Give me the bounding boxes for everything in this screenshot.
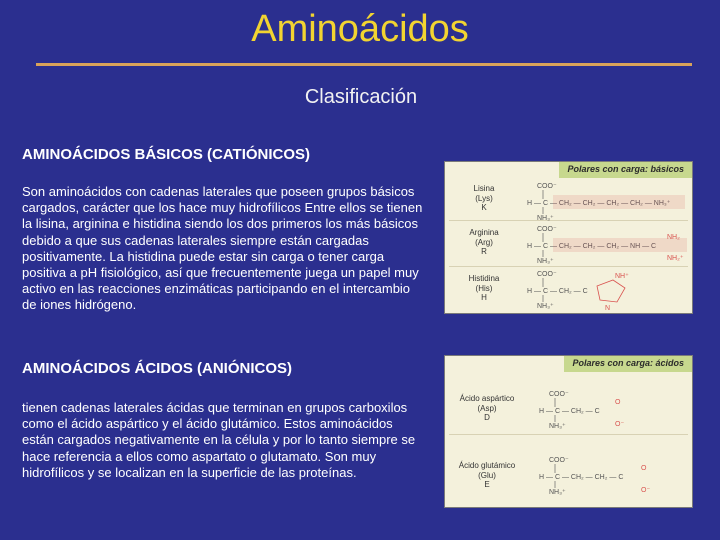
slide-title: Aminoácidos: [251, 8, 469, 50]
title-divider: [36, 63, 692, 66]
lysine-name: Lisina: [473, 184, 495, 193]
slide-subtitle: [0, 86, 720, 109]
svg-text:O: O: [641, 465, 647, 472]
svg-text:NH₃⁺: NH₃⁺: [537, 215, 554, 222]
svg-text:NH₃⁺: NH₃⁺: [549, 489, 566, 496]
svg-text:H — C — CH₂ — CH₂ — CH₂ — NH —: H — C — CH₂ — CH₂ — CH₂ — NH — C: [527, 243, 657, 250]
aspartic-acid-abbr1: D: [484, 413, 490, 422]
svg-text:NH⁺: NH⁺: [615, 273, 629, 280]
basic-figure-header: Polares con carga: básicos: [559, 162, 692, 178]
svg-text:H — C — CH₂ — C: H — C — CH₂ — C: [539, 408, 600, 415]
lysine-structure: [527, 183, 685, 222]
basic-heading: AMINOÁCIDOS BÁSICOS (CATIÓNICOS): [22, 146, 311, 163]
svg-text:N: N: [605, 305, 611, 312]
glutamic-acid-abbr3: (Glu): [478, 470, 496, 480]
svg-text:COO⁻: COO⁻: [537, 183, 557, 190]
svg-text:NH₃⁺: NH₃⁺: [537, 258, 554, 265]
subtitle-text: Clasificación: [304, 86, 418, 108]
svg-text:H — C — CH₂ — CH₂ — C: H — C — CH₂ — CH₂ — C: [539, 474, 624, 481]
svg-text:COO⁻: COO⁻: [537, 271, 557, 278]
svg-text:NH₂⁺: NH₂⁺: [667, 255, 684, 262]
lysine-abbr1: K: [481, 203, 487, 212]
svg-text:COO⁻: COO⁻: [537, 226, 557, 233]
svg-text:H — C — CH₂ — C: H — C — CH₂ — C: [527, 288, 588, 295]
glutamic-acid-structure: [539, 457, 650, 496]
svg-text:NH₃⁺: NH₃⁺: [537, 303, 554, 310]
histidine-abbr1: H: [481, 293, 487, 302]
aspartic-acid-structure: [539, 391, 624, 430]
acidic-structures: [445, 356, 694, 509]
lysine-abbr3: (Lys): [475, 193, 493, 203]
arginine-abbr3: (Arg): [475, 237, 493, 247]
acidic-paragraph: tienen cadenas laterales ácidas que terminan en grupos carboxilos como el ácido aspártico y el ácido glutámico. Estos aminoácidos están cargados negativamente en la célula y por lo tanto siempre se hace referencia a ellos como aspartato o glutamato. Son muy hidrofílicos y se localizan en la superficie de las proteínas.: [22, 400, 416, 480]
histidine-name: Histidina: [468, 274, 500, 283]
svg-text:H — C — CH₂ — CH₂ — CH₂ — CH₂: H — C — CH₂ — CH₂ — CH₂ — CH₂ — NH₃⁺: [527, 200, 671, 207]
basic-structures: [445, 162, 694, 315]
arginine-abbr1: R: [481, 247, 487, 256]
arginine-name: Arginina: [469, 228, 499, 237]
svg-text:O⁻: O⁻: [641, 487, 651, 494]
acidic-figure-header: Polares con carga: ácidos: [564, 356, 692, 372]
glutamic-acid-name: Ácido glutámico: [458, 461, 516, 470]
arginine-structure: [527, 226, 687, 265]
svg-text:COO⁻: COO⁻: [549, 391, 569, 398]
basic-paragraph: Son aminoácidos con cadenas laterales que poseen grupos básicos cargados, carácter que los hace muy hidrofílicos Entre ellos se tienen la lisina, arginina e histidina siendo los dos primeros los más básicos debido a que sus cadenas laterales siempre están cargadas positivamente. La histidina puede estar sin carga o tener carga positiva a pH fisiológico, así que frecuentemente juega un papel muy activo en las reacciones enzimáticas participando en el intercambio de iones hidrógeno.: [22, 184, 423, 313]
aspartic-acid-name: Ácido aspártico: [459, 394, 515, 403]
svg-text:NH₃⁺: NH₃⁺: [549, 423, 566, 430]
svg-text:O: O: [615, 399, 621, 406]
svg-text:NH₂: NH₂: [667, 234, 680, 241]
svg-text:COO⁻: COO⁻: [549, 457, 569, 464]
svg-text:O⁻: O⁻: [615, 421, 625, 428]
acidic-heading: AMINOÁCIDOS ÁCIDOS (ANIÓNICOS): [22, 360, 292, 377]
aspartic-acid-abbr3: (Asp): [477, 403, 497, 413]
glutamic-acid-abbr1: E: [484, 480, 490, 489]
acidic-amino-acids-figure: [444, 355, 693, 508]
histidine-structure: [527, 271, 629, 312]
basic-amino-acids-figure: [444, 161, 693, 314]
histidine-abbr3: (His): [475, 283, 493, 293]
